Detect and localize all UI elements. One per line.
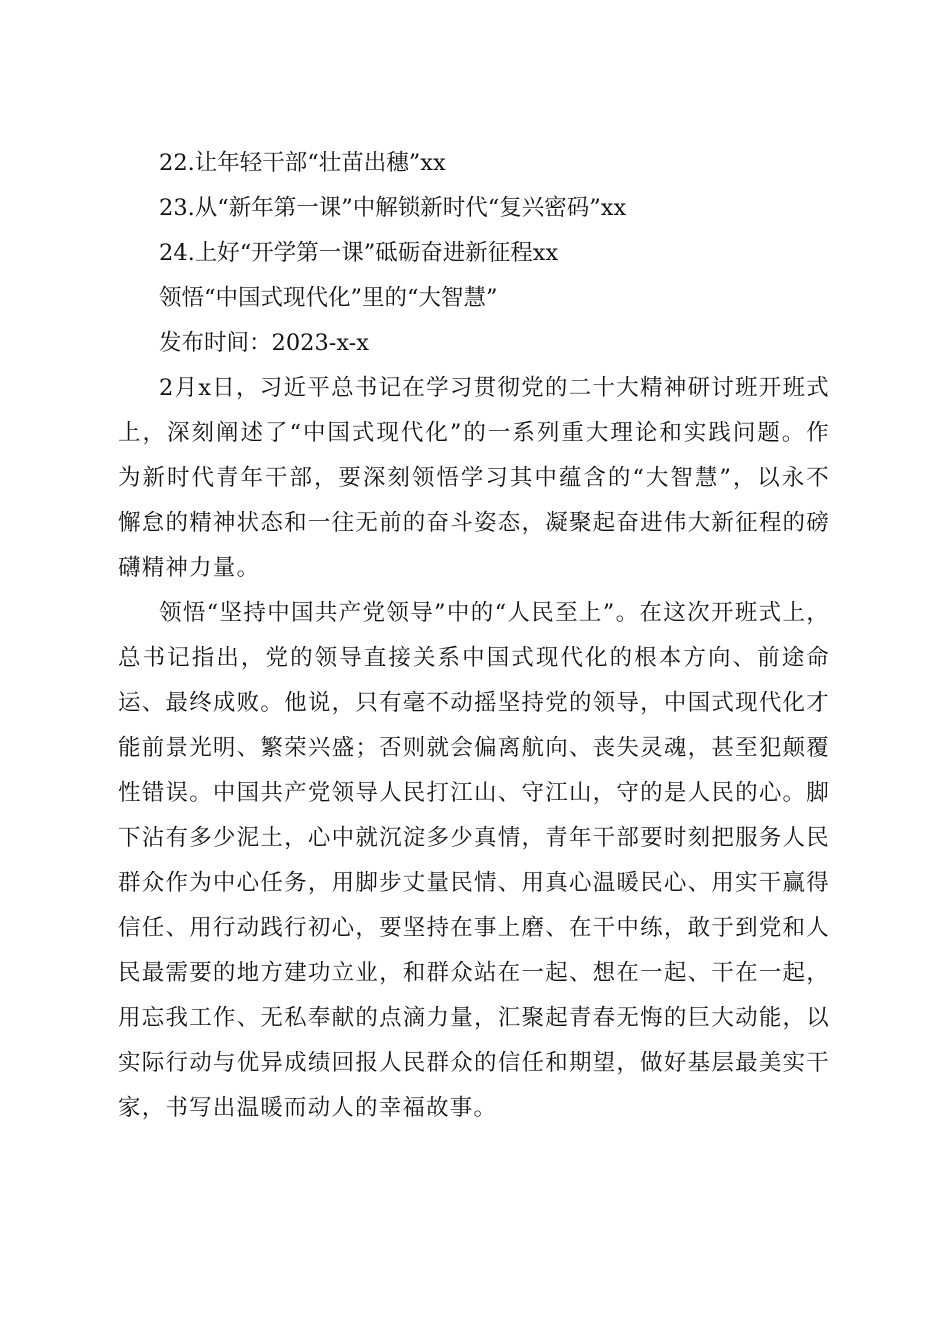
- paragraph-intro: 2月x日，习近平总书记在学习贯彻党的二十大精神研讨班开班式上，深刻阐述了“中国式现代化”的一系列重大理论和实践问题。作为新时代青年干部，要深刻领悟学习其中蕴含的“大智慧”，以永不懈怠的精神状态和一往无前的奋斗姿态，凝聚起奋进伟大新征程的磅礴精神力量。: [118, 375, 830, 581]
- publish-time: 发布时间：2023-x-x: [159, 330, 369, 356]
- list-item: 23.从“新年第一课”中解锁新时代“复兴密码”xx: [159, 195, 627, 221]
- article-title: 领悟“中国式现代化”里的“大智慧”: [159, 285, 498, 311]
- list-item: 22.让年轻干部“壮苗出穗”xx: [159, 150, 446, 176]
- document-content: [118, 141, 830, 1131]
- paragraph-people-first: 领悟“坚持中国共产党领导”中的“人民至上”。在这次开班式上，总书记指出，党的领导直接关系中国式现代化的根本方向、前途命运、最终成败。他说，只有毫不动摇坚持党的领导，中国式现代化才能前景光明、繁荣兴盛；否则就会偏离航向、丧失灵魂，甚至犯颠覆性错误。中国共产党领导人民打江山、守江山，守的是人民的心。脚下沾有多少泥土，心中就沉淀多少真情，青年干部要时刻把服务人民群众作为中心任务，用脚步丈量民情、用真心温暖民心、用实干赢得信任、用行动践行初心，要坚持在事上磨、在干中练，敢于到党和人民最需要的地方建功立业，和群众站在一起、想在一起、干在一起，用忘我工作、无私奉献的点滴力量，汇聚起青春无悔的巨大动能，以实际行动与优异成绩回报人民群众的信任和期望，做好基层最美实干家，书写出温暖而动人的幸福故事。: [118, 600, 830, 1121]
- list-item: 24.上好“开学第一课”砥砺奋进新征程xx: [159, 240, 559, 266]
